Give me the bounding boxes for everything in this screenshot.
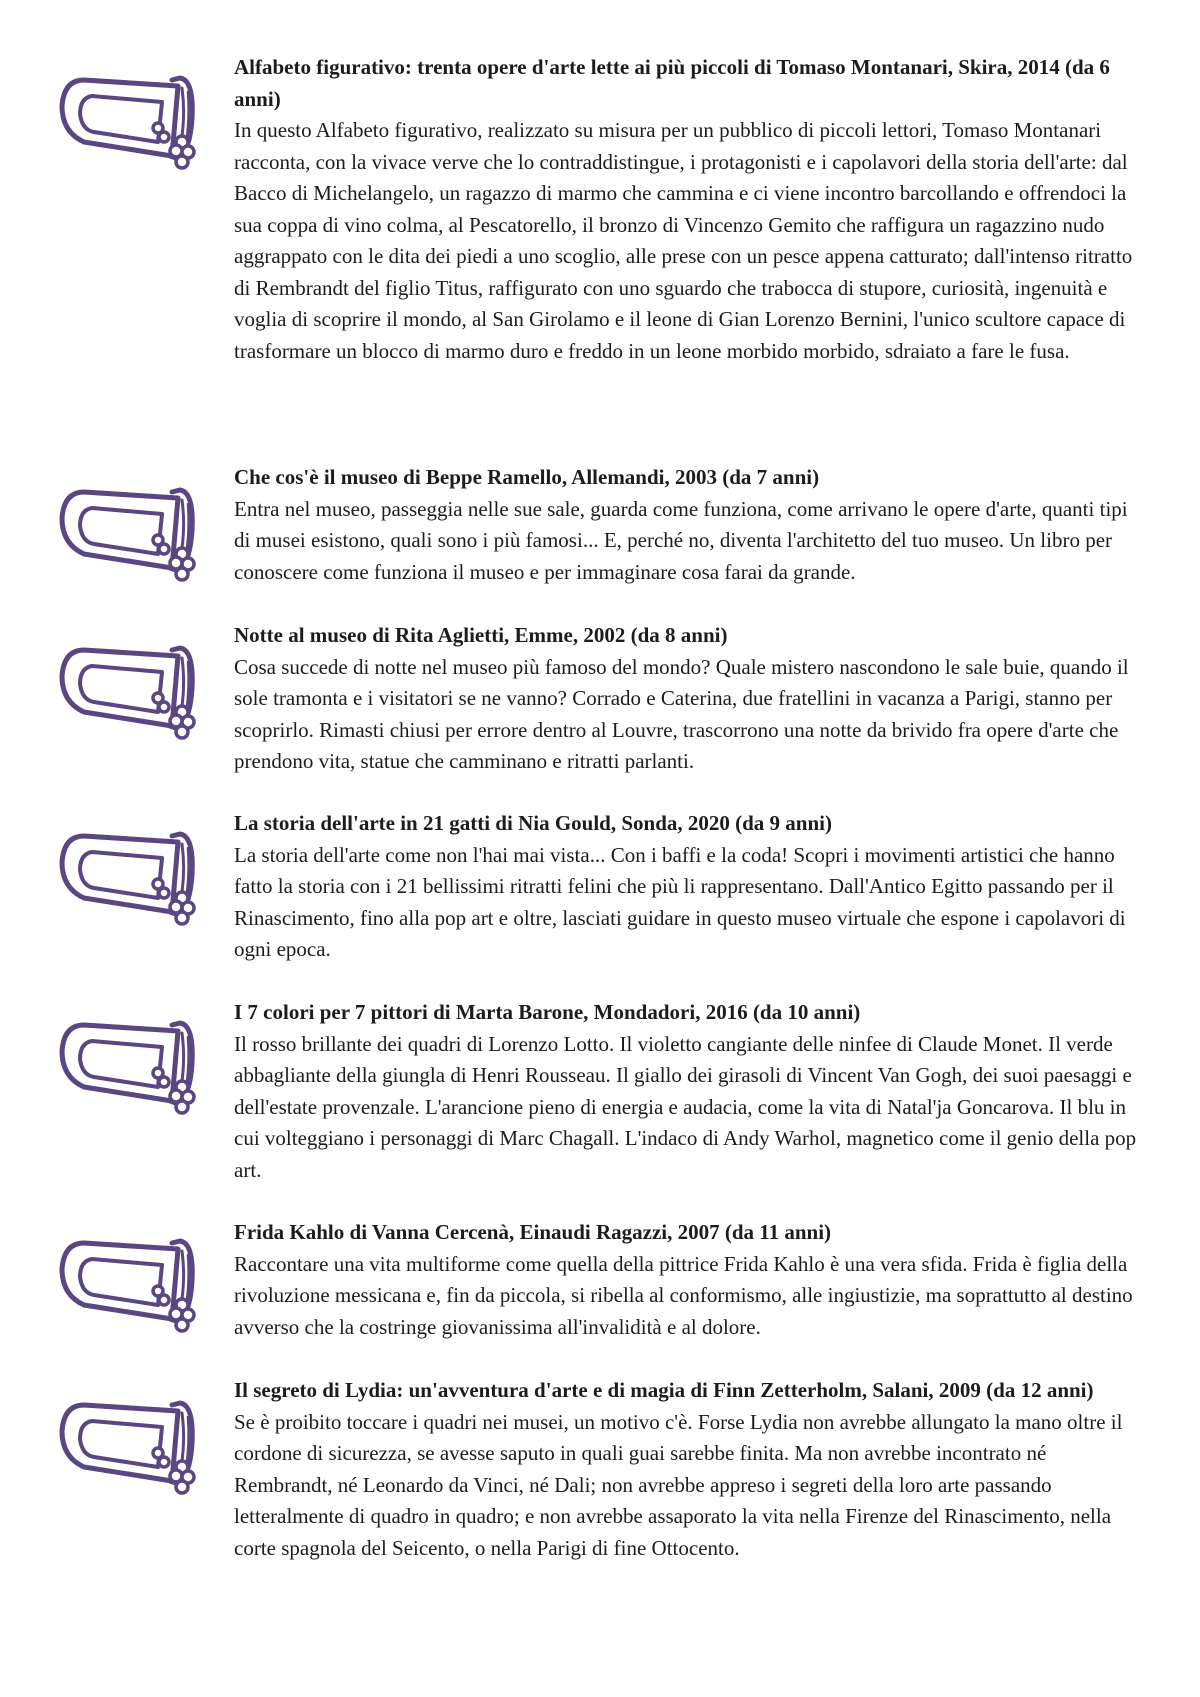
book-description: Cosa succede di notte nel museo più famoso del mondo? Quale mistero nascondono le sale buie, quando il sole tramonta e i visitatori se ne vanno? Corrado e Caterina, due fratellini in vacanza a Parigi, stanno per scoprirlo. Rimasti chiusi per errore dentro al Louvre, trascorrono una notte da brivido fra opere d'arte che prendono vita, statue che camminano e ritratti parlanti.: [234, 654, 1129, 773]
book-title: Alfabeto figurativo: trenta opere d'arte lette ai più piccoli di Tomaso Montanari, Skira, 2014 (da 6 anni): [234, 55, 1110, 111]
book-title: Notte al museo di Rita Aglietti, Emme, 2002 (da 8 anni): [234, 623, 728, 647]
book-text: [234, 52, 1144, 367]
book-title: Che cos'è il museo di Beppe Ramello, Allemandi, 2003 (da 7 anni): [234, 465, 820, 489]
book-text: [234, 1375, 1144, 1564]
spilled-pill-bottle-icon: [54, 1003, 210, 1115]
book-text: [234, 620, 1144, 778]
spilled-pill-bottle-icon: [54, 58, 210, 170]
book-title: Frida Kahlo di Vanna Cercenà, Einaudi Ragazzi, 2007 (da 11 anni): [234, 1220, 832, 1244]
book-title: I 7 colori per 7 pittori di Marta Barone, Mondadori, 2016 (da 10 anni): [234, 1000, 861, 1024]
book-description: In questo Alfabeto figurativo, realizzato su misura per un pubblico di piccoli lettori, Tomaso Montanari racconta, con la vivace verve che lo contraddistingue, i protagonisti e i capolavori della storia dell'arte: dal Bacco di Michelangelo, un ragazzo di marmo che cammina e ci viene incontro barcollando e offrendoci la sua coppa di vino colma, al Pescatorello, il bronzo di Vincenzo Gemito che raffigura un ragazzino nudo aggrappato con le dita dei piedi a uno scoglio, alle prese con un pesce appena catturato; dall'intenso ritratto di Rembrandt del figlio Titus, raffigurato con uno sguardo che trabocca di stupore, curiosità, ingenuità e voglia di scoprire il mondo, al San Girolamo e il leone di Gian Lorenzo Bernini, l'unico scultore capace di trasformare un blocco di marmo duro e freddo in un leone morbido morbido, sdraiato a fare le fusa.: [234, 118, 1133, 363]
book-text: [234, 997, 1144, 1186]
spilled-pill-bottle-icon: [54, 1221, 210, 1333]
book-text: [234, 462, 1144, 588]
book-description: Entra nel museo, passeggia nelle sue sale, guarda come funziona, come arrivano le opere d'arte, quanti tipi di musei esistono, quali sono i più famosi... E, perché no, diventa l'architetto del tuo museo. Un libro per conoscere come funziona il museo e per immaginare cosa farai da grande.: [234, 496, 1128, 584]
book-description: Il rosso brillante dei quadri di Lorenzo Lotto. Il violetto cangiante delle ninfee di Claude Monet. Il verde abbagliante della giungla di Henri Rousseau. Il giallo dei girasoli di Vincent Van Gogh, dei suoi paesaggi e dell'estate provenzale. L'arancione pieno di energia e audacia, come la vita di Natal'ja Goncarova. Il blu in cui volteggiano i personaggi di Marc Chagall. L'indaco di Andy Warhol, magnetico come il genio della pop art.: [234, 1031, 1137, 1182]
spilled-pill-bottle-icon: [54, 814, 210, 926]
book-description: Se è proibito toccare i quadri nei musei, un motivo c'è. Forse Lydia non avrebbe allungato la mano oltre il cordone di sicurezza, se avesse saputo in quali guai sarebbe finita. Ma non avrebbe incontrato né Rembrandt, né Leonardo da Vinci, né Dali; non avrebbe appreso i segreti della loro arte passando letteralmente di quadro in quadro; e non avrebbe assaporato la vita nella Firenze del Rinascimento, nella corte spagnola del Seicento, o nella Parigi di fine Ottocento.: [234, 1409, 1123, 1560]
spilled-pill-bottle-icon: [54, 1383, 210, 1495]
book-title: La storia dell'arte in 21 gatti di Nia Gould, Sonda, 2020 (da 9 anni): [234, 811, 832, 835]
spilled-pill-bottle-icon: [54, 470, 210, 582]
book-text: [234, 808, 1144, 966]
book-description: La storia dell'arte come non l'hai mai vista... Con i baffi e la coda! Scopri i movimenti artistici che hanno fatto la storia con i 21 bellissimi ritratti felini che più li rappresentano. Dall'Antico Egitto passando per il Rinascimento, fino alla pop art e oltre, lasciati guidare in questo museo virtuale che espone i capolavori di ogni epoca.: [234, 842, 1126, 961]
book-text: [234, 1217, 1144, 1343]
spilled-pill-bottle-icon: [54, 628, 210, 740]
book-description: Raccontare una vita multiforme come quella della pittrice Frida Kahlo è una vera sfida. Frida è figlia della rivoluzione messicana e, fin da piccola, si ribella al conformismo, alle ingiustizie, ma soprattutto al destino avverso che la costringe giovanissima all'invalidità e al dolore.: [234, 1251, 1133, 1339]
book-title: Il segreto di Lydia: un'avventura d'arte e di magia di Finn Zetterholm, Salani, 2009 (da 12 anni): [234, 1378, 1094, 1402]
